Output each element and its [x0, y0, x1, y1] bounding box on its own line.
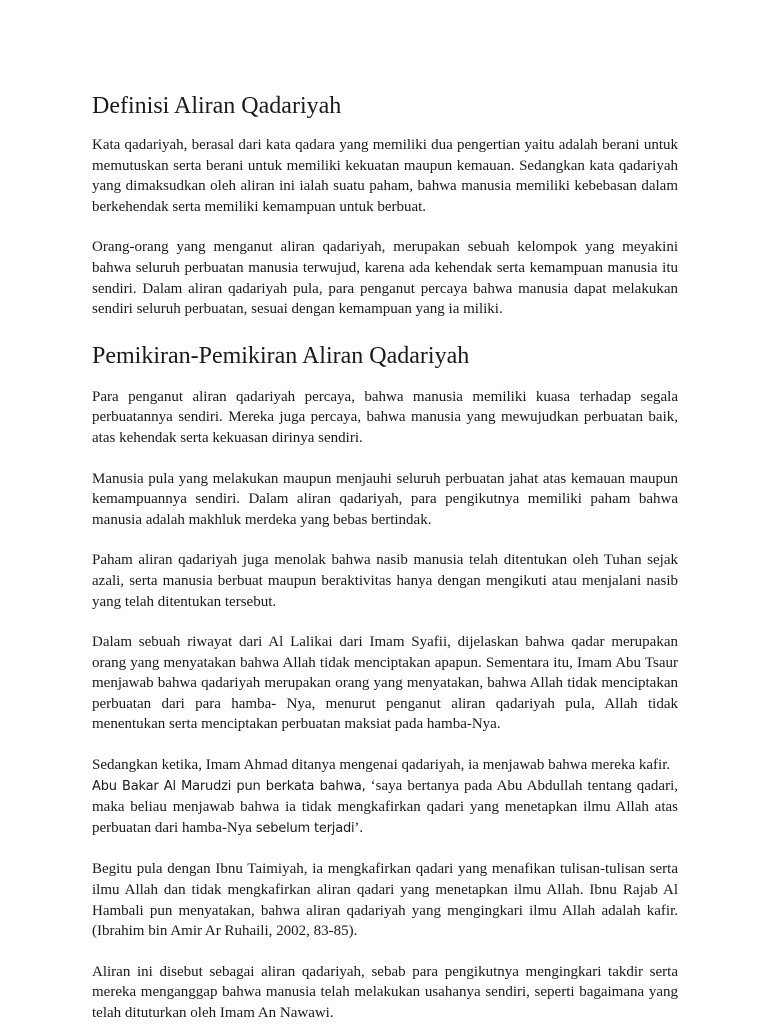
paragraph-text: Sedangkan ketika, Imam Ahmad ditanya mengenai qadariyah, ia menjawab bahwa mereka kafir. — [92, 757, 671, 774]
paragraph: Aliran ini disebut sebagai aliran qadariyah, sebab para pengikutnya mengingkari takdir serta mereka menganggap bahwa manusia telah melakukan usahanya sendiri, seperti bagaimana yang telah dituturkan oleh Imam An Nawawi. — [92, 963, 678, 1021]
paragraph-text: ’. — [354, 819, 364, 836]
section-heading-definisi: Definisi Aliran Qadariyah — [92, 93, 342, 119]
paragraph-text-alt-font: Abu Bakar Al Marudzi pun berkata bahwa, — [92, 778, 366, 794]
paragraph: Manusia pula yang melakukan maupun menjauhi seluruh perbuatan jahat atas kemauan maupun kemampuannya sendiri. Dalam aliran qadariyah, para pengikutnya memiliki paham bahwa manusia adalah makhluk merdeka yang bebas bertindak. — [92, 470, 678, 528]
paragraph: Para penganut aliran qadariyah percaya, bahwa manusia memiliki kuasa terhadap segala perbuatannya sendiri. Mereka juga percaya, bahwa manusia yang mewujudkan perbuatan baik, atas kehendak serta kekuasan dirinya sendiri. — [92, 388, 678, 446]
paragraph: Orang-orang yang menganut aliran qadariyah, merupakan sebuah kelompok yang meyakini bahwa seluruh perbuatan manusia terwujud, karena ada kehendak serta kemampuan manusia itu sendiri. Dalam aliran qadariyah pula, para penganut percaya bahwa manusia dapat melakukan sendiri seluruh perbuatan, sesuai dengan kemampuan yang ia miliki. — [92, 239, 678, 318]
paragraph-text: ‘saya bertanya pada Abu Abdullah tentang qadari, maka beliau menjawab bahwa ia tidak mengkafirkan qadari yang menetapkan ilmu Allah atas perbuatan dari hamba-Nya — [92, 777, 678, 836]
document-page — [92, 92, 678, 1024]
paragraph: Begitu pula dengan Ibnu Taimiyah, ia mengkafirkan qadari yang menafikan tulisan-tulisan serta ilmu Allah dan tidak mengkafirkan aliran qadari yang menetapkan ilmu Allah. Ibnu Rajab Al Hambali pun menyatakan, bahwa aliran qadariyah yang mengingkari ilmu Allah adalah kafir. (Ibrahim bin Amir Ar Ruhaili, 2002, 83-85). — [92, 861, 678, 940]
paragraph-text-alt-font: sebelum terjadi — [251, 820, 355, 836]
paragraph-imam-ahmad — [92, 755, 678, 839]
paragraph: Paham aliran qadariyah juga menolak bahwa nasib manusia telah ditentukan oleh Tuhan sejak azali, serta manusia berbuat maupun beraktivitas hanya dengan mengikuti atau menjalani nasib yang telah ditentukan tersebut. — [92, 552, 678, 610]
section-heading-pemikiran: Pemikiran-Pemikiran Aliran Qadariyah — [92, 342, 470, 369]
paragraph: Dalam sebuah riwayat dari Al Lalikai dari Imam Syafii, dijelaskan bahwa qadar merupakan orang yang menyatakan bahwa Allah tidak menciptakan apapun. Sementara itu, Imam Abu Tsaur menjawab bahwa qadariyah merupakan orang yang menyatakan, bahwa Allah tidak menciptakan perbuatan dari para hamba- Nya, menurut penganut aliran qadariyah pula, Allah tidak menentukan serta menciptakan perbuatan maksiat pada hamba-Nya. — [92, 634, 678, 733]
paragraph: Kata qadariyah, berasal dari kata qadara yang memiliki dua pengertian yaitu adalah berani untuk memutuskan serta berani untuk memiliki kekuatan maupun kemauan. Sedangkan kata qadariyah yang dimaksudkan oleh aliran ini ialah suatu paham, bahwa manusia memiliki kebebasan dalam berkehendak serta memiliki kemampuan untuk berbuat. — [92, 137, 678, 215]
